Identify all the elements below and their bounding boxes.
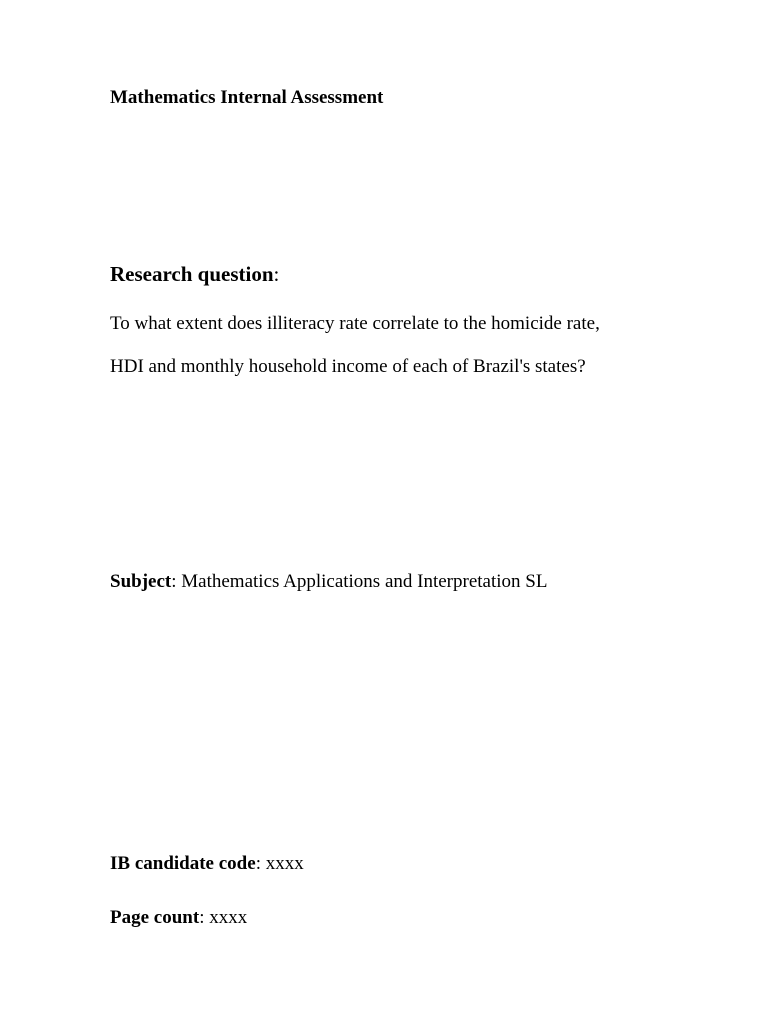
candidate-code-label: IB candidate code — [110, 853, 256, 874]
research-question-heading — [110, 261, 279, 287]
research-question-text-line-2: HDI and monthly household income of each of Brazil's states? — [110, 356, 586, 377]
page-count-value: : xxxx — [199, 907, 248, 928]
page-count-label: Page count — [110, 907, 200, 928]
candidate-code-line — [110, 852, 304, 876]
research-question-separator: : — [273, 262, 280, 286]
subject-line — [110, 570, 547, 594]
document-title: Mathematics Internal Assessment — [110, 87, 384, 108]
candidate-code-value: : xxxx — [255, 853, 304, 874]
page-count-line — [110, 906, 247, 930]
subject-label: Subject — [110, 571, 172, 592]
subject-value: : Mathematics Applications and Interpretation SL — [171, 571, 548, 592]
research-question-label: Research question — [110, 262, 274, 286]
research-question-text-line-1: To what extent does illiteracy rate correlate to the homicide rate, — [110, 313, 600, 334]
